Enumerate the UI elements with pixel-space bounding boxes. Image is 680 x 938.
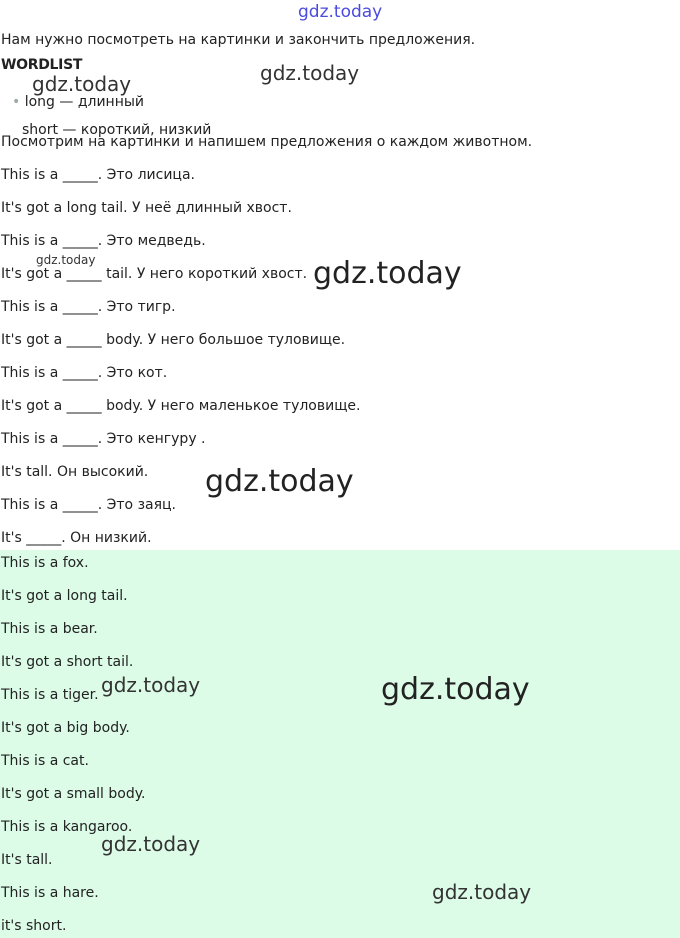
exercise-line: It's _____. Он низкий. bbox=[1, 530, 152, 546]
exercise-line: This is a _____. Это тигр. bbox=[1, 299, 176, 315]
watermark: gdz.today bbox=[205, 464, 354, 499]
answer-line: This is a fox. bbox=[1, 555, 89, 571]
exercise-line: It's tall. Он высокий. bbox=[1, 464, 149, 480]
watermark: gdz.today bbox=[381, 672, 530, 707]
exercise-line: This is a _____. Это заяц. bbox=[1, 497, 176, 513]
answer-line: This is a cat. bbox=[1, 753, 89, 769]
exercise-line: This is a _____. Это кенгуру . bbox=[1, 431, 206, 447]
task-text: Посмотрим на картинки и напишем предложения о каждом животном. bbox=[1, 134, 533, 150]
exercise-line: This is a _____. Это лисица. bbox=[1, 167, 195, 183]
exercise-line: It's got a _____ body. У него маленькое туловище. bbox=[1, 398, 361, 414]
answer-line: It's tall. bbox=[1, 852, 53, 868]
intro-text: Нам нужно посмотреть на картинки и закончить предложения. bbox=[1, 32, 476, 48]
answer-line: This is a bear. bbox=[1, 621, 98, 637]
watermark: gdz.today bbox=[260, 61, 360, 85]
watermark: gdz.today bbox=[101, 832, 201, 856]
answer-line: This is a hare. bbox=[1, 885, 99, 901]
exercise-line: It's got a long tail. У неё длинный хвост. bbox=[1, 200, 292, 216]
exercise-line: This is a _____. Это медведь. bbox=[1, 233, 206, 249]
top-watermark: gdz.today bbox=[298, 2, 383, 22]
answers-panel bbox=[0, 550, 680, 938]
watermark: gdz.today bbox=[432, 880, 532, 904]
watermark: gdz.today bbox=[32, 72, 132, 96]
exercise-line: It's got a _____ body. У него большое туловище. bbox=[1, 332, 346, 348]
answer-line: This is a tiger. bbox=[1, 687, 99, 703]
answer-line: It's got a big body. bbox=[1, 720, 130, 736]
exercise-line: This is a _____. Это кот. bbox=[1, 365, 168, 381]
watermark: gdz.today bbox=[36, 253, 96, 267]
answer-line: It's got a small body. bbox=[1, 786, 146, 802]
watermark: gdz.today bbox=[101, 673, 201, 697]
watermark: gdz.today bbox=[313, 256, 462, 291]
wordlist-item: • long — длинный bbox=[12, 94, 145, 110]
bullet-icon: • bbox=[12, 94, 25, 110]
answer-line: it's short. bbox=[1, 918, 67, 934]
answer-line: This is a kangaroo. bbox=[1, 819, 133, 835]
wordlist-title: WORDLIST bbox=[1, 57, 83, 73]
exercise-line: It's got a _____ tail. У него короткий хвост. bbox=[1, 266, 308, 282]
answer-line: It's got a long tail. bbox=[1, 588, 128, 604]
wordlist-item-cut: short — короткий, низкий bbox=[22, 122, 212, 138]
answer-line: It's got a short tail. bbox=[1, 654, 134, 670]
